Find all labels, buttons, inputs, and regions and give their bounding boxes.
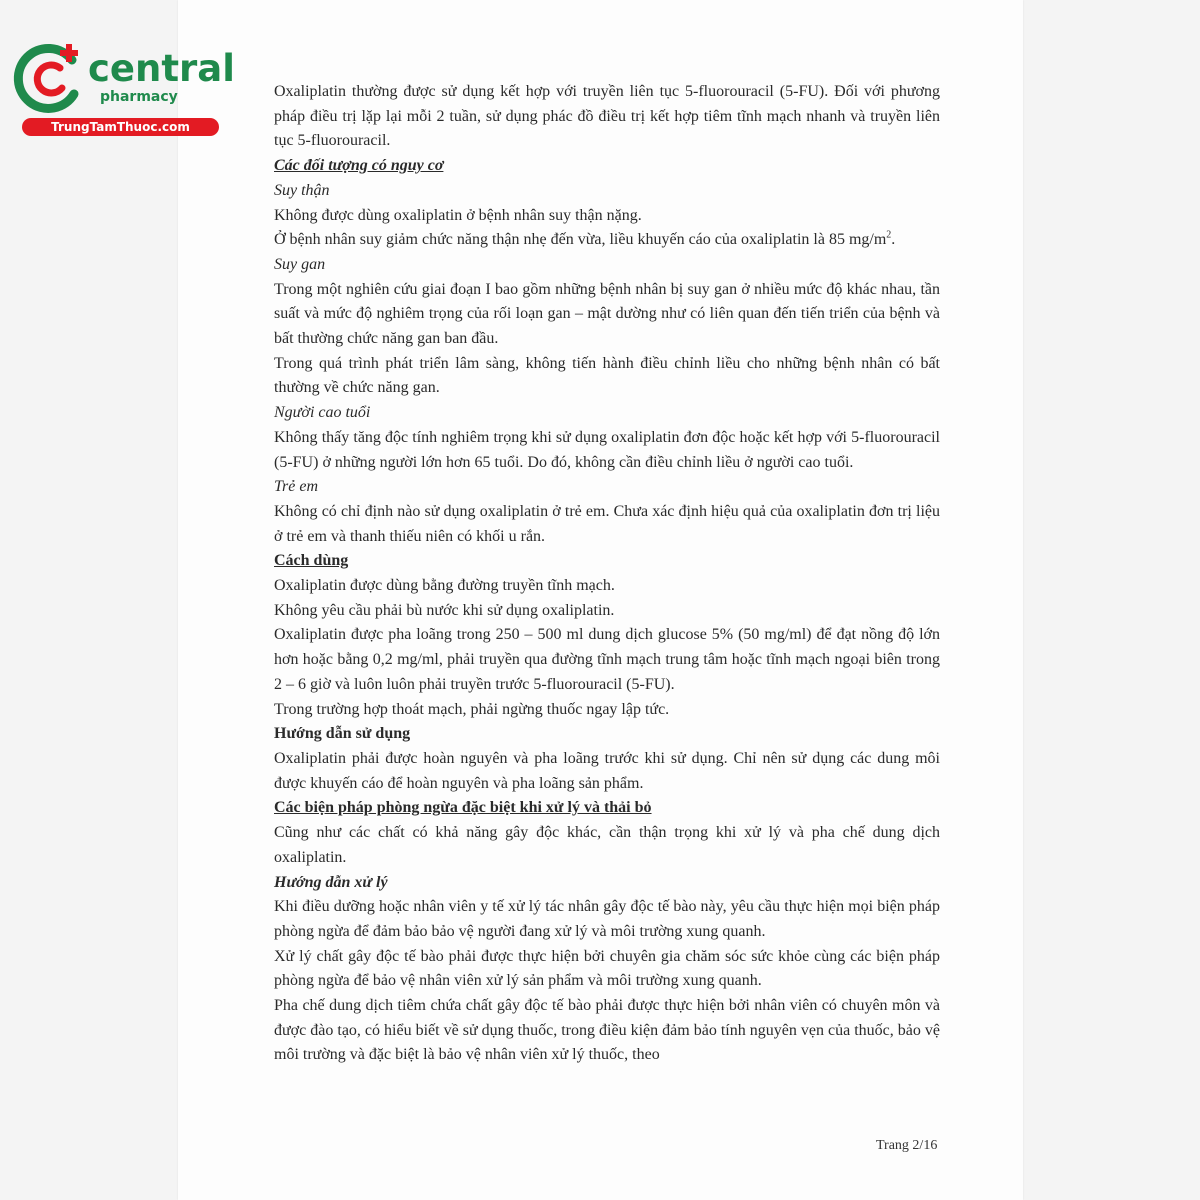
paragraph-elderly: Không thấy tăng độc tính nghiêm trọng khi sử dụng oxaliplatin đơn độc hoặc kết hợp với 5-fluorouracil (5-FU) ở những người lớn hơn 65 tuổi. Do đó, không cần điều chỉnh liều ở người cao tuổi. (274, 428, 940, 471)
subheading-elderly: Người cao tuổi (274, 404, 371, 422)
paragraph-handling-1: Khi điều dưỡng hoặc nhân viên y tế xử lý tác nhân gây độc tế bào này, yêu cầu thực hiện mọi biện pháp phòng ngừa để đảm bảo bảo vệ người đang xử lý và môi trường xung quanh. (274, 898, 940, 940)
page-number: Trang 2/16 (876, 1138, 938, 1153)
kidney-2-superscript: 2 (886, 229, 892, 241)
heading-risk-groups: Các đối tượng có nguy cơ (274, 157, 444, 175)
paragraph-liver-1: Trong một nghiên cứu giai đoạn I bao gồm những bệnh nhân bị suy gan ở nhiều mức độ khác nhau, tần suất và mức độ nghiêm trọng của rối loạn gan – mật dường như có liên quan đến tiến triển của bệnh và bất thường chức năng gan ban đầu. (274, 280, 940, 348)
subheading-liver: Suy gan (274, 255, 326, 273)
paragraph-handling-3: Pha chế dung dịch tiêm chứa chất gây độc tế bào phải được thực hiện bởi nhân viên có chuyên môn và được đào tạo, có hiểu biết về sử dụng thuốc, trong điều kiện đảm bảo tính nguyên vẹn của thuốc, bảo vệ môi trường và đặc biệt là bảo vệ nhân viên xử lý thuốc, theo (274, 997, 940, 1064)
logo-url-badge[interactable]: TrungTamThuoc.com (22, 118, 219, 136)
heading-precautions: Các biện pháp phòng ngừa đặc biệt khi xử lý và thải bỏ (274, 799, 652, 817)
kidney-2-text: Ở bệnh nhân suy giảm chức năng thận nhẹ đến vừa, liều khuyến cáo của oxaliplatin là 85 mg/m (274, 231, 887, 249)
paragraph-usage-3: Oxaliplatin được pha loãng trong 250 – 500 ml dung dịch glucose 5% (50 mg/ml) để đạt nồng độ lớn hơn hoặc bằng 0,2 mg/ml, phải truyền qua đường tĩnh mạch trung tâm hoặc tĩnh mạch ngoại biên trong 2 – 6 giờ và luôn luôn phải truyền trước 5-fluorouracil (5-FU). (274, 626, 940, 693)
paragraph-usage-1: Oxaliplatin được dùng bằng đường truyền tĩnh mạch. (274, 577, 615, 595)
logo-brand-text: central (88, 47, 235, 90)
paragraph-usage-4: Trong trường hợp thoát mạch, phải ngừng thuốc ngay lập tức. (274, 700, 670, 718)
paragraph-handling-2: Xử lý chất gây độc tế bào phải được thực hiện bởi chuyên gia chăm sóc sức khỏe cùng các biện pháp phòng ngừa để bảo vệ nhân viên xử lý sản phẩm và môi trường xung quanh. (274, 947, 940, 990)
paragraph-kidney-1: Không được dùng oxaliplatin ở bệnh nhân suy thận nặng. (274, 206, 642, 224)
kidney-2-end: . (891, 231, 896, 249)
document-body (274, 80, 940, 1068)
paragraph-usage-2: Không yêu cầu phải bù nước khi sử dụng oxaliplatin. (274, 601, 615, 619)
paragraph-kidney-2 (274, 228, 940, 253)
paragraph-intro: Oxaliplatin thường được sử dụng kết hợp với truyền liên tục 5-fluorouracil (5-FU). Đối với phương pháp điều trị lặp lại mỗi 2 tuần, sử dụng phác đồ điều trị kết hợp tiêm tĩnh mạch nhanh và truyền liên tục 5-fluorouracil. (274, 83, 940, 150)
paragraph-liver-2: Trong quá trình phát triển lâm sàng, không tiến hành điều chỉnh liều cho những bệnh nhân có bất thường về chức năng gan. (274, 354, 940, 397)
heading-handling: Hướng dẫn xử lý (274, 873, 388, 891)
paragraph-precautions: Cũng như các chất có khả năng gây độc khác, cần thận trọng khi xử lý và pha chế dung dịch oxaliplatin. (274, 824, 940, 866)
subheading-kidney: Suy thận (274, 181, 330, 199)
central-pharmacy-logo[interactable] (10, 38, 235, 138)
paragraph-instructions: Oxaliplatin phải được hoàn nguyên và pha loãng trước khi sử dụng. Chỉ nên sử dụng các dung môi được khuyến cáo để hoàn nguyên và pha loãng sản phẩm. (274, 749, 940, 792)
logo-subtitle: pharmacy (100, 89, 178, 105)
paragraph-children: Không có chỉ định nào sử dụng oxaliplatin ở trẻ em. Chưa xác định hiệu quả của oxaliplatin đơn trị liệu ở trẻ em và thanh thiếu niên có khối u rắn. (274, 502, 940, 545)
subheading-children: Trẻ em (274, 478, 318, 496)
heading-instructions: Hướng dẫn sử dụng (274, 725, 411, 743)
heading-usage: Cách dùng (274, 552, 349, 570)
pharmacy-logo-icon (10, 38, 90, 118)
